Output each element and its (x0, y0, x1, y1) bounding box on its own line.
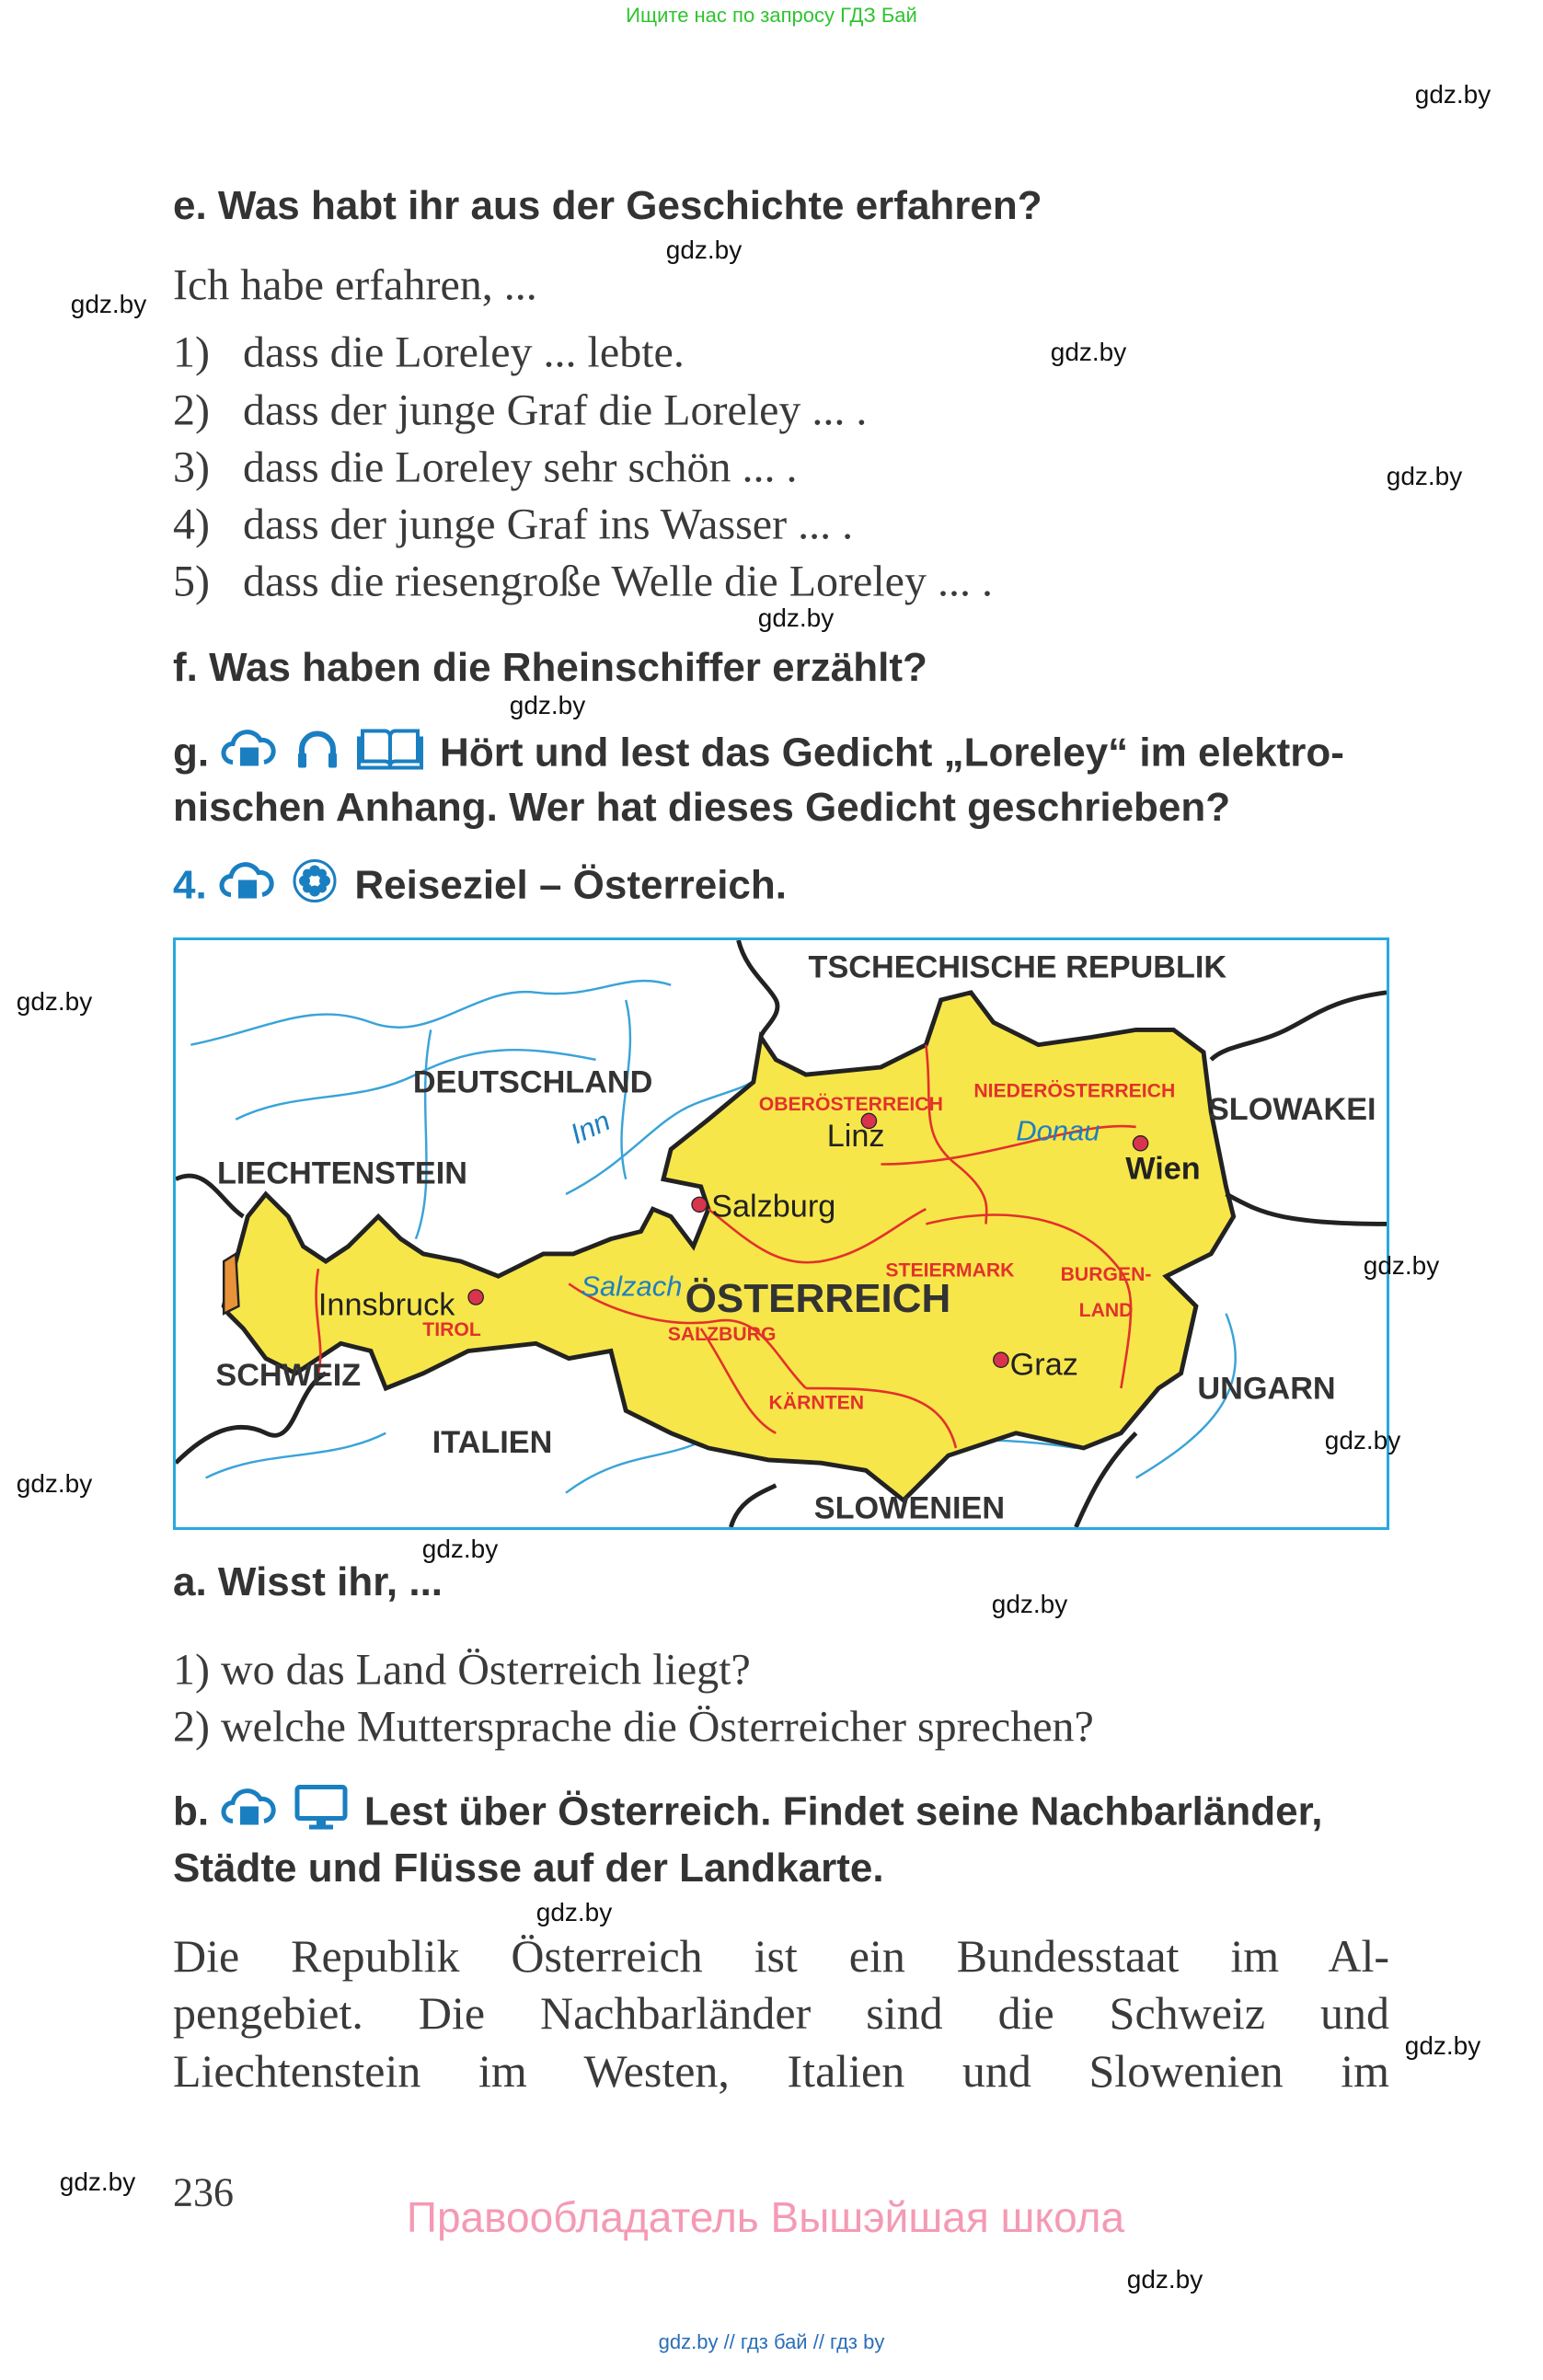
list-item (173, 443, 798, 493)
item-number: 3) (173, 443, 210, 492)
cloud-folder-icon (220, 1785, 277, 1841)
task-number: 4. (173, 862, 207, 908)
item-number: 1) (173, 1645, 210, 1695)
label-oberoesterreich: OBERÖSTERREICH (758, 1094, 943, 1116)
austria-map (173, 937, 1389, 1530)
section-a-heading: a. Wisst ihr, ... (173, 1559, 443, 1604)
watermark: gdz.by (1404, 2031, 1481, 2060)
section-b-line2: Städte und Flüsse auf der Landkarte. (173, 1845, 884, 1891)
watermark: gdz.by (1386, 462, 1463, 490)
item-text: dass die riesengroße Welle die Loreley ... . (243, 557, 993, 606)
watermark: gdz.by (1126, 2265, 1203, 2294)
label-italy: ITALIEN (432, 1424, 553, 1460)
label-salzburg-city: Salzburg (711, 1189, 836, 1224)
watermark: gdz.by (665, 236, 743, 264)
label-inn: Inn (565, 1104, 616, 1151)
watermark: gdz.by (757, 604, 835, 632)
watermark: gdz.by (70, 290, 147, 318)
item-number: 1) (173, 328, 210, 377)
headphones-icon (294, 726, 340, 782)
label-liechtenstein: LIECHTENSTEIN (217, 1156, 468, 1191)
item-number: 5) (173, 557, 210, 606)
label-salzburg-region: SALZBURG (667, 1324, 777, 1346)
section-b-text: Lest über Österreich. Findet seine Nachbarländer, (363, 1788, 1323, 1834)
label-slovenia: SLOWENIEN (813, 1490, 1006, 1526)
section-g-line2: nischen Anhang. Wer hat dieses Gedicht geschrieben? (173, 785, 1231, 830)
watermark: gdz.by (1050, 338, 1127, 366)
paragraph-line: Liechtenstein im Westen, Italien und Slowenien im (173, 2045, 1389, 2097)
label-hungary: UNGARN (1197, 1371, 1336, 1407)
section-e-intro: Ich habe erfahren, ... (173, 260, 537, 310)
label-steiermark: STEIERMARK (885, 1259, 1015, 1282)
page-number: 236 (173, 2169, 234, 2215)
cloud-folder-icon (220, 726, 277, 782)
list-item (173, 1645, 751, 1696)
search-notice: Ищите нас по запросу ГДЗ Бай (626, 4, 917, 27)
liechtenstein-shape (224, 1254, 238, 1314)
item-number: 2) (173, 385, 210, 435)
book-icon (357, 726, 423, 782)
section-b-line1 (173, 1785, 1322, 1841)
item-text: welche Muttersprache die Österreicher sprechen? (220, 1702, 1094, 1752)
item-number: 4) (173, 500, 210, 549)
watermark: gdz.by (509, 691, 586, 719)
label-germany: DEUTSCHLAND (412, 1064, 653, 1100)
item-text: dass der junge Graf die Loreley ... . (243, 385, 868, 435)
item-text: dass der junge Graf ins Wasser ... . (243, 500, 854, 549)
watermark: gdz.by (16, 1469, 93, 1498)
footer-links[interactable]: gdz.by // гдз бай // гдз by (658, 2330, 885, 2353)
list-item (173, 328, 685, 378)
section-g-line1 (173, 726, 1344, 782)
label-salzach: Salzach (581, 1270, 683, 1303)
watermark: gdz.by (1324, 1426, 1401, 1454)
task-title: Reiseziel – Österreich. (354, 862, 787, 908)
label-linz: Linz (826, 1119, 885, 1155)
section-e-heading: e. Was habt ihr aus der Geschichte erfahren? (173, 183, 1042, 228)
label-graz: Graz (1009, 1347, 1078, 1383)
label-donau: Donau (1016, 1114, 1100, 1147)
section-g-letter: g. (173, 730, 210, 776)
section-g-text: Hört und lest das Gedicht „Loreley“ im elektro- (440, 730, 1344, 776)
paragraph-line: Die Republik Österreich ist ein Bundesstaat im Al- (173, 1930, 1389, 1982)
item-text: dass die Loreley ... lebte. (243, 328, 685, 377)
list-item (173, 500, 853, 550)
label-switzerland: SCHWEIZ (215, 1357, 362, 1393)
label-niederoesterreich: NIEDERÖSTERREICH (973, 1080, 1176, 1102)
copyright-notice: Правообладатель Вышэйшая школа (406, 2193, 1125, 2241)
austria-shape (224, 993, 1233, 1500)
watermark: gdz.by (59, 2167, 136, 2196)
label-slovakia: SLOWAKEI (1207, 1091, 1376, 1127)
watermark: gdz.by (1414, 80, 1491, 109)
item-text: dass die Loreley sehr schön ... . (243, 443, 798, 492)
label-wien: Wien (1125, 1151, 1201, 1187)
watermark: gdz.by (535, 1898, 613, 1926)
watermark: gdz.by (1363, 1251, 1440, 1280)
item-number: 2) (173, 1702, 210, 1752)
task-4-title (173, 858, 787, 914)
list-item (173, 557, 993, 607)
monitor-icon (294, 1785, 348, 1841)
item-text: wo das Land Österreich liegt? (220, 1645, 751, 1695)
label-burgenland-1: BURGEN- (1060, 1264, 1152, 1286)
label-kaernten: KÄRNTEN (768, 1392, 865, 1414)
paragraph-line: pengebiet. Die Nachbarländer sind die Schweiz und (173, 1987, 1389, 2039)
watermark: gdz.by (991, 1590, 1068, 1618)
label-czech: TSCHECHISCHE REPUBLIK (808, 949, 1227, 985)
list-item (173, 385, 867, 436)
label-burgenland-2: LAND (1078, 1300, 1134, 1322)
flower-icon (292, 858, 338, 914)
label-tirol: TIROL (422, 1319, 481, 1341)
label-austria: ÖSTERREICH (685, 1276, 951, 1322)
watermark: gdz.by (421, 1535, 499, 1563)
section-f-heading: f. Was haben die Rheinschiffer erzählt? (173, 645, 927, 690)
cloud-folder-icon (218, 858, 275, 914)
list-item (173, 1702, 1094, 1753)
label-innsbruck: Innsbruck (317, 1287, 455, 1323)
section-b-letter: b. (173, 1788, 210, 1834)
watermark: gdz.by (16, 987, 93, 1016)
